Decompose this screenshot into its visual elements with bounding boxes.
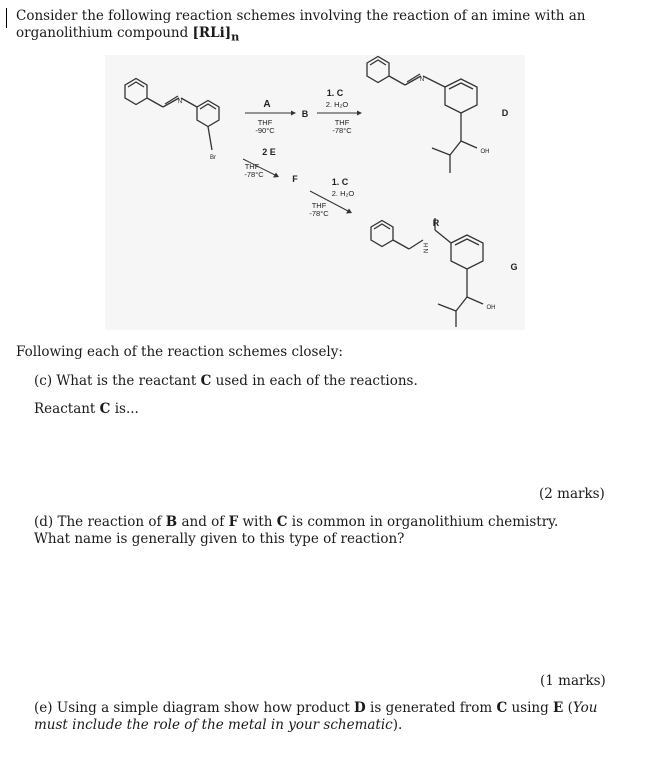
question-e-mid-3: ( — [563, 700, 573, 716]
cond4-line1: THF — [311, 201, 327, 210]
product-g-label: G — [510, 262, 518, 272]
reagent-2e-label: 2 E — [262, 147, 276, 157]
n-label-start: N — [177, 99, 183, 105]
question-d-pre: (d) The reaction of — [34, 514, 166, 530]
cond3-line2: -78°C — [244, 170, 264, 179]
question-e-bold-3: E — [553, 700, 564, 716]
question-d-post: is common in organolithium chemistry. What name is generally given to this type of reaction? — [34, 514, 559, 547]
intro-text: Consider the following reaction schemes involving the reaction of an imine with an organolithium compound — [16, 8, 586, 41]
answer-c-post: is... — [110, 401, 139, 417]
intro-formula — [192, 25, 240, 44]
product-b-label: B — [301, 109, 309, 119]
question-c-pre: (c) What is the reactant — [34, 373, 201, 389]
nh-label-g: N H — [424, 243, 430, 253]
question-e-mid-1: is generated from — [365, 700, 497, 716]
question-e-mid-2: using — [507, 700, 554, 716]
cond4-line2: -78°C — [309, 209, 329, 218]
question-d-mid-1: and of — [177, 514, 229, 530]
question-c-bold: C — [200, 373, 212, 389]
cond2-line1: THF — [334, 118, 350, 127]
product-f-label: F — [292, 174, 298, 184]
text-cursor — [6, 8, 7, 28]
step4-h2o-label: 2. H₂O — [331, 189, 355, 198]
reaction-scheme — [105, 55, 525, 330]
scheme-background — [105, 55, 525, 330]
br-label: Br — [210, 155, 216, 161]
step1-c-label: 1. C — [326, 88, 344, 98]
formula-subscript: n — [231, 29, 240, 44]
formula-main: [RLi] — [192, 25, 232, 41]
reaction-scheme-svg — [105, 55, 525, 330]
cond1-line2: -90°C — [255, 126, 275, 135]
answer-c-pre: Reactant — [34, 401, 100, 417]
oh-label-d: OH — [480, 149, 490, 155]
cond2-line2: -78°C — [332, 126, 352, 135]
step2-h2o-label: 2. H₂O — [325, 100, 349, 109]
answer-c-bold: C — [99, 401, 111, 417]
question-e-bold-2: C — [496, 700, 508, 716]
question-d-bold-1: B — [165, 514, 178, 530]
r-group-label: R — [432, 218, 440, 228]
intro-paragraph — [16, 8, 636, 46]
n-label-d: N — [419, 77, 425, 83]
question-d-mid-2: with — [238, 514, 277, 530]
product-d-label: D — [501, 108, 509, 118]
marks-d: (1 marks) — [540, 673, 606, 689]
question-e-bold-1: D — [354, 700, 366, 716]
question-c — [34, 373, 418, 390]
question-c-post: used in each of the reactions. — [211, 373, 418, 389]
question-e-pre: (e) Using a simple diagram show how product — [34, 700, 355, 716]
question-d-bold-2: F — [228, 514, 239, 530]
question-e-italic: You must include the role of the metal in your schematic — [34, 700, 598, 733]
question-e — [34, 700, 630, 734]
answer-c — [34, 401, 139, 418]
cond1-line1: THF — [257, 118, 273, 127]
step3-c-label: 1. C — [331, 177, 349, 187]
cond3-line1: THF — [244, 162, 260, 171]
question-d — [34, 514, 594, 548]
questions-lead: Following each of the reaction schemes closely: — [16, 344, 343, 360]
question-e-post: ). — [392, 717, 403, 733]
oh-label-g: OH — [486, 305, 496, 311]
marks-c: (2 marks) — [539, 486, 605, 502]
question-d-bold-3: C — [276, 514, 288, 530]
reagent-a-label: A — [263, 99, 271, 110]
